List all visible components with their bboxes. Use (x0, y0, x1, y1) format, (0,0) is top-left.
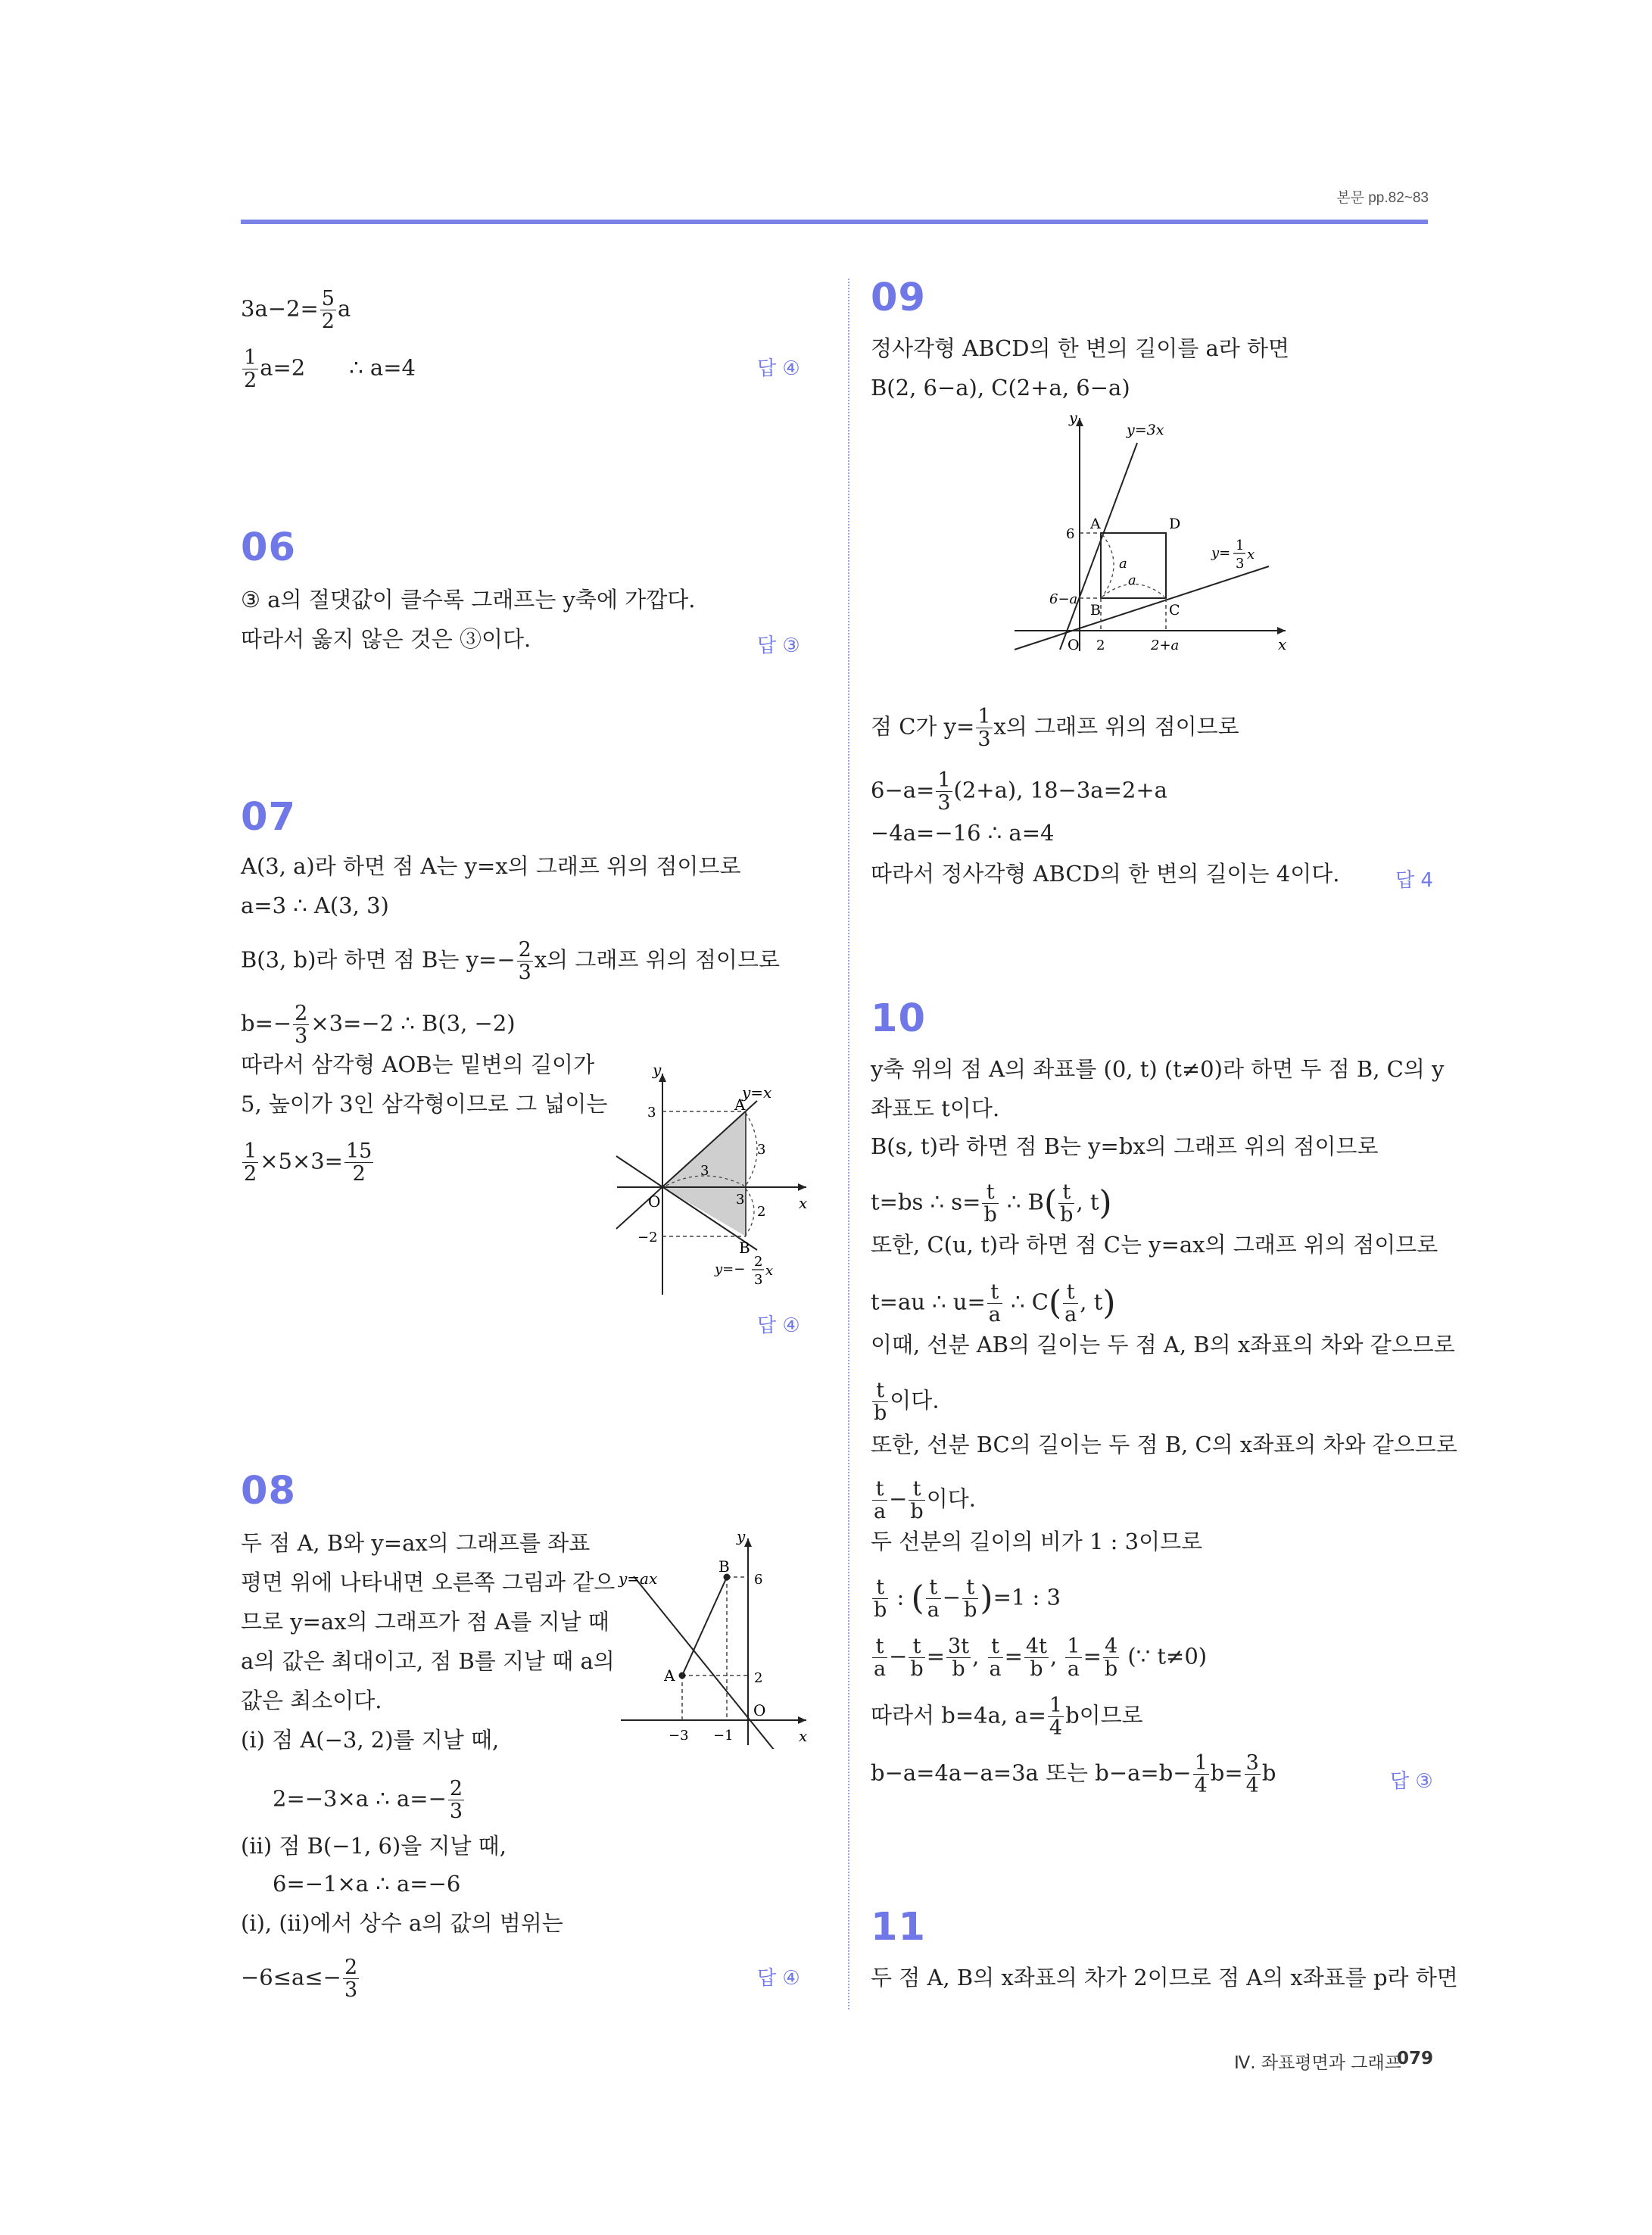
line2-label-den: 3 (1236, 556, 1245, 572)
s10-line-2: 좌표도 t이다. (871, 1096, 1000, 1121)
point-b-label: B (718, 1557, 730, 1576)
s09-line-6: 따라서 정사각형 ABCD의 한 변의 길이는 4이다. (871, 861, 1340, 887)
line2-label-prefix: y= (1211, 545, 1231, 561)
y-axis-label: y (737, 1529, 746, 1545)
brace-2 (746, 1189, 754, 1235)
point-c-label: C (1169, 602, 1180, 619)
s10-line-4: t=bs ∴ s= $\frac{t}{b}$ ∴ B( $\frac{t}{b}$ , t) (871, 1180, 1112, 1227)
page-reference: 본문 pp.82~83 (1336, 190, 1429, 206)
s08-line-8: (ii) 점 B(−1, 6)을 지날 때, (241, 1833, 507, 1859)
curve-label-prefix: y=− (715, 1261, 746, 1277)
tick-2: 2 (1096, 637, 1105, 653)
tick-neg3: −3 (669, 1728, 689, 1744)
s08-line-2: 평면 위에 나타내면 오른쪽 그림과 같으 (241, 1569, 616, 1595)
side-label-a-vertical: a (1119, 556, 1127, 572)
header-rule (241, 220, 1428, 224)
s09-line-1: 정사각형 ABCD의 한 변의 길이를 a라 하면 (871, 335, 1290, 361)
s10-line-8: $\frac{t}{b}$ 이다. (874, 1379, 940, 1425)
s10-line-1: y축 위의 점 A의 좌표를 (0, t) (t≠0)라 하면 두 점 B, C의 y (871, 1056, 1445, 1082)
s09-line-5: −4a=−16 ∴ a=4 (871, 820, 1055, 846)
segment-ab (682, 1577, 727, 1675)
x-arrow-icon (1277, 627, 1286, 634)
s10-line-14: 따라서 b=4a, a= $\frac{1}{4}$ b이므로 (871, 1694, 1143, 1740)
s10-line-6: t=au ∴ u= $\frac{t}{a}$ ∴ C( $\frac{t}{a}$ , t) (871, 1280, 1116, 1326)
x-arrow-icon (798, 1716, 806, 1724)
s10-line-12: $\frac{t}{b}$ : ( $\frac{t}{a}$ − $\frac{t}{b}$ )=1 : 3 (874, 1576, 1061, 1622)
s07-answer: 답 ④ (757, 1314, 800, 1337)
s09-figure (1007, 409, 1295, 659)
tick-neg1: −1 (713, 1728, 734, 1744)
s10-line-5: 또한, C(u, t)라 하면 점 C는 y=ax의 그래프 위의 점이므로 (871, 1232, 1438, 1258)
section-number-10: 10 (871, 996, 926, 1041)
square-abcd (1101, 533, 1166, 598)
graph-y-eq-3x (1060, 443, 1137, 650)
x-axis-label: x (799, 1727, 808, 1745)
tick-2-plus-a: 2+a (1151, 637, 1180, 653)
s08-figure (617, 1529, 814, 1749)
curve-label-den: 3 (754, 1272, 763, 1288)
line-label-y-eq-ax: y=ax (619, 1569, 658, 1588)
s08-line-4: a의 값은 최대이고, 점 B를 지날 때 a의 (241, 1648, 615, 1674)
y-axis-label: y (653, 1061, 662, 1079)
s08-line-11: −6≤a≤− $\frac{2}{3}$ (241, 1956, 358, 2002)
tick-2: 2 (754, 1670, 763, 1686)
section-number-08: 08 (241, 1469, 296, 1513)
s07-line-2: a=3 ∴ A(3, 3) (241, 893, 389, 918)
origin-label: O (648, 1192, 661, 1211)
intro-equation-1: 3a−2= $\frac{5}{2}$ a (241, 287, 351, 333)
s07-figure (606, 1060, 810, 1302)
length-3-mid: 3 (700, 1163, 709, 1179)
curve-label-x: x (765, 1263, 774, 1279)
section-number-11: 11 (871, 1905, 926, 1950)
point-a-label: A (1090, 516, 1101, 532)
graph-y-eq-ax (634, 1576, 778, 1749)
s06-answer: 답 ③ (757, 634, 800, 657)
s08-line-5: 값은 최소이다. (241, 1688, 382, 1713)
brace-3-right (746, 1113, 757, 1186)
tick-neg2-y: −2 (637, 1230, 658, 1245)
s10-line-3: B(s, t)라 하면 점 B는 y=bx의 그래프 위의 점이므로 (871, 1133, 1379, 1159)
s06-line-1: ③ a의 절댓값이 클수록 그래프는 y축에 가깝다. (241, 587, 696, 613)
brace-side-a-vertical (1102, 535, 1114, 597)
tick-6: 6 (1066, 526, 1075, 542)
s10-line-13: $\frac{t}{a}$ − $\frac{t}{b}$ = $\frac{3t}{b}$ , $\frac{t}{a}$ = $\frac{4t}{b}$ , $\frac{1}{a}$ = $\frac{4}{b}$ (∵ t≠0) (874, 1635, 1208, 1681)
footer-chapter: Ⅳ. 좌표평면과 그래프 (1234, 2053, 1401, 2073)
line-label-y-eq-x: y=x (742, 1083, 772, 1102)
s10-line-9: 또한, 선분 BC의 길이는 두 점 B, C의 x좌표의 차와 같으므로 (871, 1432, 1457, 1457)
x-axis-label: x (1278, 635, 1287, 653)
point-a-label: A (664, 1666, 675, 1685)
point-b-label: B (739, 1239, 750, 1257)
y-axis-label: y (1069, 410, 1077, 426)
section-number-06: 06 (241, 525, 296, 570)
x-arrow-icon (798, 1183, 806, 1191)
curve-label-num: 2 (754, 1254, 763, 1270)
s08-line-1: 두 점 A, B와 y=ax의 그래프를 좌표 (241, 1530, 591, 1556)
length-2: 2 (757, 1204, 766, 1220)
s09-answer: 답 4 (1395, 869, 1433, 892)
s07-line-3: B(3, b)라 하면 점 B는 y=− $\frac{2}{3}$ x의 그래프 위의 점이므로 (241, 938, 780, 984)
side-label-a-horizontal: a (1128, 572, 1136, 588)
s07-line-6: 5, 높이가 3인 삼각형이므로 그 넓이는 (241, 1091, 608, 1117)
s08-line-10: (i), (ii)에서 상수 a의 값의 범위는 (241, 1910, 563, 1936)
y-arrow-icon (744, 1538, 752, 1547)
intro-equation-2: $\frac{1}{2}$ a=2 ∴ a=4 (244, 346, 416, 392)
s08-line-7: 2=−3×a ∴ a=− $\frac{2}{3}$ (273, 1777, 463, 1823)
tick-6-minus-a: 6−a (1049, 591, 1078, 607)
graph-y-eq-third-x (1015, 566, 1269, 650)
s08-line-9: 6=−1×a ∴ a=−6 (273, 1871, 461, 1897)
length-3-right: 3 (757, 1142, 766, 1158)
line2-label-x: x (1247, 547, 1255, 563)
point-d-label: D (1169, 516, 1181, 532)
point-a (679, 1672, 686, 1679)
point-b-label: B (1090, 602, 1101, 619)
s08-answer: 답 ④ (757, 1967, 800, 1990)
x-axis-label: x (799, 1194, 808, 1212)
line2-label-num: 1 (1236, 538, 1245, 553)
s08-line-3: 므로 y=ax의 그래프가 점 A를 지날 때 (241, 1609, 609, 1635)
section-number-09: 09 (871, 276, 926, 320)
s10-answer: 답 ③ (1390, 1770, 1433, 1793)
tick-3-y: 3 (647, 1105, 656, 1121)
line-label-y-eq-3x: y=3x (1127, 422, 1164, 438)
s11-line-1: 두 점 A, B의 x좌표의 차가 2이므로 점 A의 x좌표를 p라 하면 (871, 1965, 1458, 1990)
s10-line-11: 두 선분의 길이의 비가 1 : 3이므로 (871, 1529, 1203, 1554)
s09-line-4: 6−a= $\frac{1}{3}$ (2+a), 18−3a=2+a (871, 768, 1167, 815)
point-a-label: A (734, 1096, 746, 1114)
s09-line-3: 점 C가 y= $\frac{1}{3}$ x의 그래프 위의 점이므로 (871, 705, 1239, 751)
origin-label: O (1068, 637, 1080, 653)
section-number-07: 07 (241, 795, 296, 840)
s10-line-7: 이때, 선분 AB의 길이는 두 점 A, B의 x좌표의 차와 같으므로 (871, 1332, 1455, 1358)
tick-3-x: 3 (736, 1192, 745, 1208)
s10-line-10: $\frac{t}{a}$ − $\frac{t}{b}$ 이다. (874, 1477, 976, 1523)
s07-line-5: 따라서 삼각형 AOB는 밑변의 길이가 (241, 1052, 595, 1077)
s06-line-2: 따라서 옳지 않은 것은 ③이다. (241, 626, 531, 652)
s08-line-6: (i) 점 A(−3, 2)를 지날 때, (241, 1727, 500, 1753)
tick-6: 6 (754, 1572, 763, 1588)
s07-line-1: A(3, a)라 하면 점 A는 y=x의 그래프 위의 점이므로 (241, 853, 741, 879)
intro-answer: 답 ④ (757, 357, 800, 380)
s09-line-2: B(2, 6−a), C(2+a, 6−a) (871, 375, 1130, 401)
s10-line-15: b−a=4a−a=3a 또는 b−a=b− $\frac{1}{4}$ b= $\frac{3}{4}$ b (871, 1751, 1276, 1797)
footer-page-number: 079 (1397, 2049, 1434, 2068)
origin-label: O (753, 1701, 766, 1719)
s07-line-4: b=− $\frac{2}{3}$ ×3=−2 ∴ B(3, −2) (241, 1002, 516, 1048)
column-divider (848, 279, 849, 2009)
s07-line-7: $\frac{1}{2}$ ×5×3= $\frac{15}{2}$ (244, 1139, 372, 1186)
